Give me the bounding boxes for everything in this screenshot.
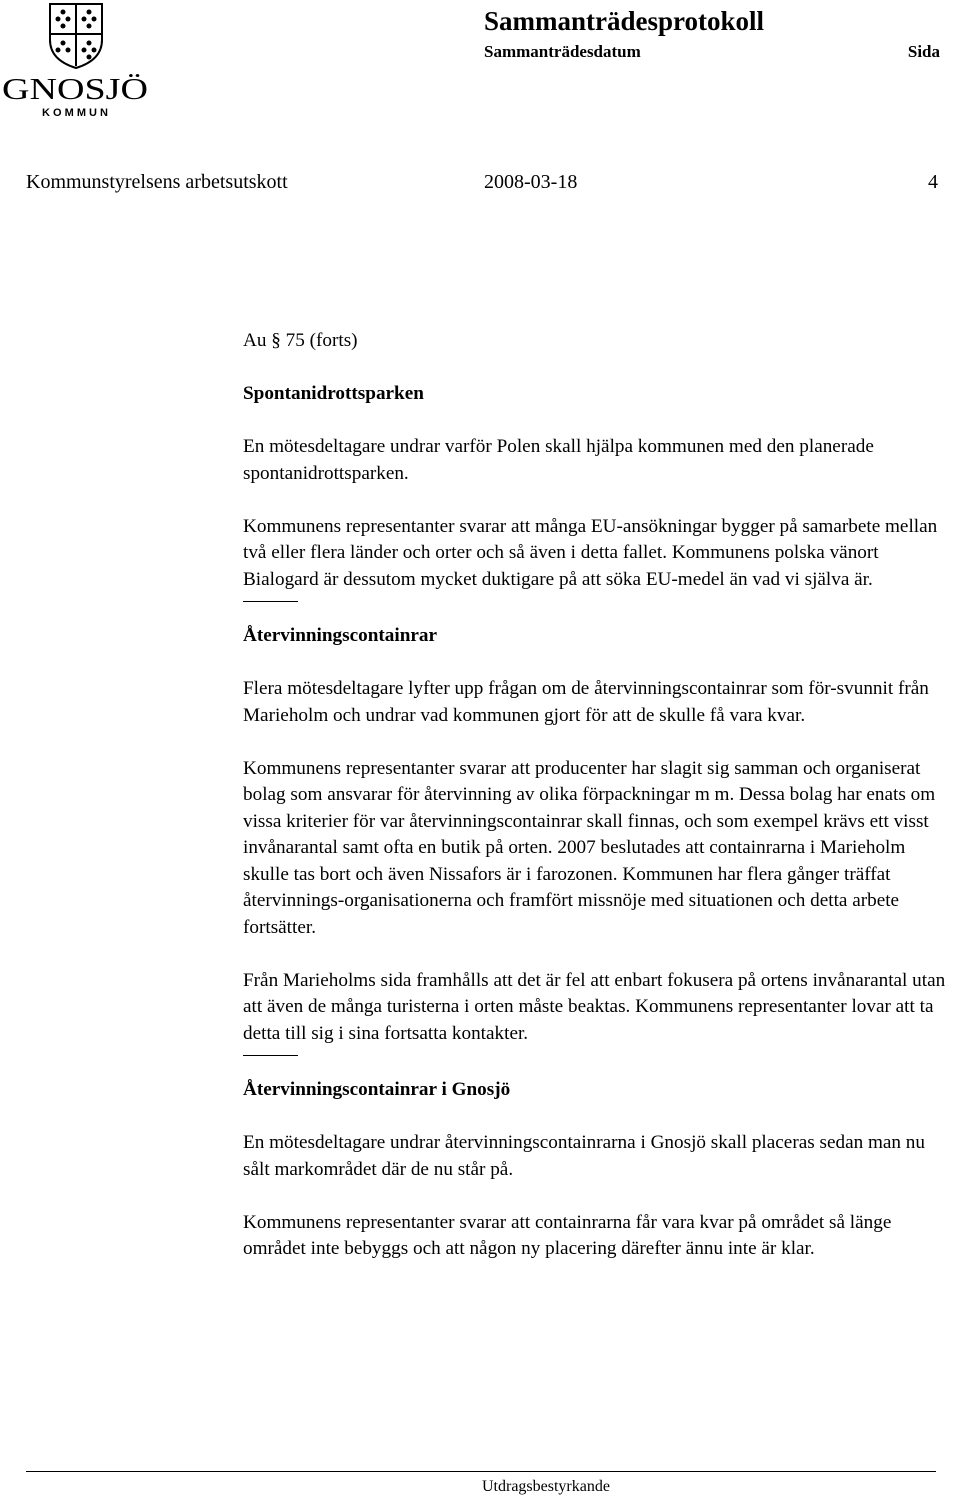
protocol-body	[243, 328, 955, 1289]
paragraph: En mötesdeltagare undrar återvinningscontainrarna i Gnosjö skall placeras sedan man nu sålt markområdet där de nu står på.	[243, 1132, 925, 1180]
certification-label: Utdragsbestyrkande	[482, 1478, 610, 1495]
logo-name: GNOSJÖ	[2, 71, 148, 106]
committee-name: Kommunstyrelsens arbetsutskott	[26, 171, 288, 193]
logo-subtitle: K O M M U N	[42, 107, 108, 119]
section-separator	[243, 1055, 298, 1056]
section-heading: Återvinningscontainrar	[243, 625, 438, 646]
paragraph: En mötesdeltagare undrar varför Polen skall hjälpa kommunen med den planerade spontanidrottsparken.	[243, 436, 874, 484]
footer-rule	[26, 1471, 936, 1472]
paragraph: Från Marieholms sida framhålls att det är fel att enbart fokusera på ortens invånarantal utan att även de många turisterna i orten måste beaktas. Kommunens representanter lovar att ta detta till sig i sina fortsatta kontakter.	[243, 969, 946, 1044]
meeting-date: 2008-03-18	[484, 171, 578, 193]
paragraph: Kommunens representanter svarar att producenter har slagit sig samman och organiserat bolag som ansvarar för återvinning av olika förpackningar m m. Dessa bolag har enats om vissa kriterier för var återvinningscontainrar skall finnas, och som exempel krävs ett visst invånarantal samt ofta en butik på orten. 2007 beslutades att containrarna i Marieholm skulle tas bort och även Nissafors är i farozonen. Kommunen har flera gånger träffat återvinnings-organisationerna och framfört missnöje med situationen och detta arbete fortsätter.	[243, 757, 936, 938]
municipality-logo	[0, 0, 152, 120]
paragraph: Kommunens representanter svarar att många EU-ansökningar bygger på samarbete mellan två eller flera länder och orter och så även i detta fallet. Kommunens polska vänort Bialogard är dessutom mycket duktigare på att söka EU-medel än vad vi själva är.	[243, 515, 938, 590]
meeting-date-label: Sammanträdesdatum	[484, 42, 641, 61]
coat-of-arms-icon	[0, 0, 152, 120]
case-reference: Au § 75 (forts)	[243, 330, 358, 351]
document-title: Sammanträdesprotokoll	[484, 6, 765, 36]
paragraph: Flera mötesdeltagare lyfter upp frågan om de återvinningscontainrar som för-svunnit från Marieholm och undrar vad kommunen gjort för att de skulle få vara kvar.	[243, 678, 929, 726]
paragraph: Kommunens representanter svarar att containrarna får vara kvar på området så länge området inte bebyggs och att någon ny placering därefter ännu inte är klar.	[243, 1211, 892, 1259]
page-number: 4	[928, 171, 938, 193]
section-heading: Spontanidrottsparken	[243, 383, 424, 404]
page-label: Sida	[907, 42, 940, 61]
section-separator	[243, 601, 298, 602]
section-heading: Återvinningscontainrar i Gnosjö	[243, 1079, 511, 1100]
